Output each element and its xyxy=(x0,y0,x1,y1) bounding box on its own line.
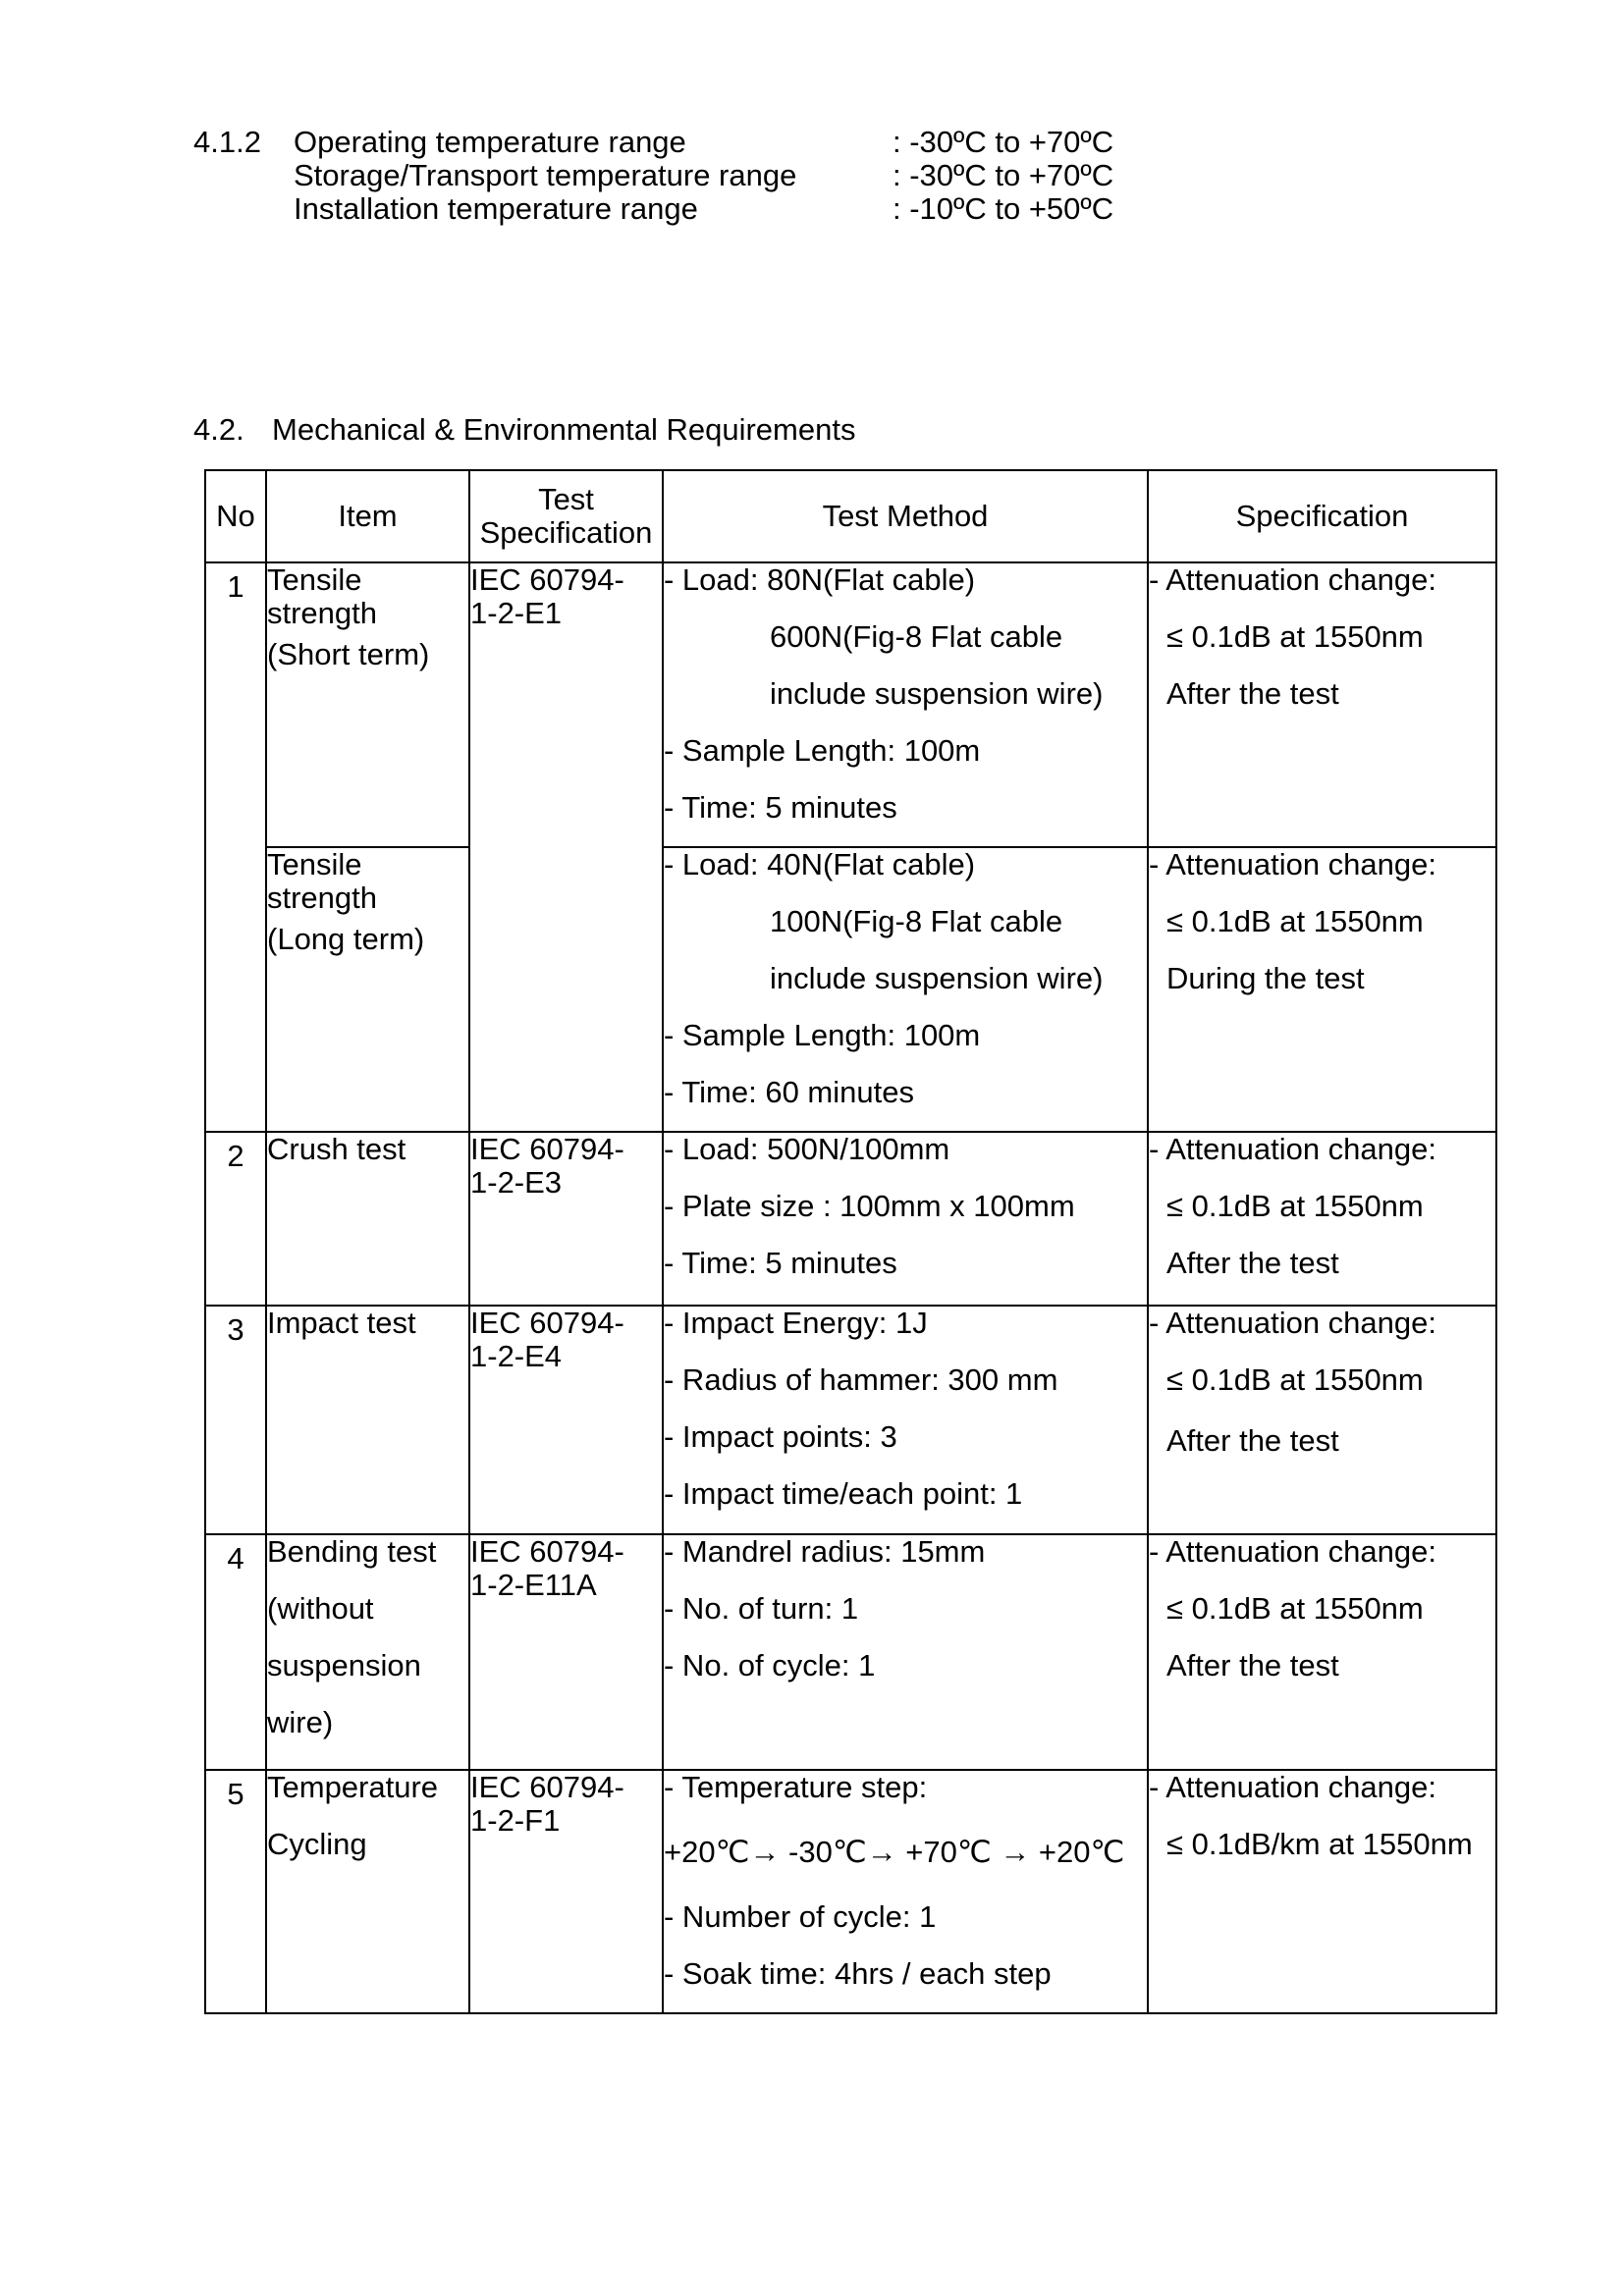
item-line: suspension xyxy=(267,1648,421,1682)
spec-line: After the test xyxy=(1166,676,1339,711)
standard-line: IEC 60794- xyxy=(470,1306,624,1340)
standard-line: 1-2-E11A xyxy=(470,1568,597,1602)
spec-line: After the test xyxy=(1166,1648,1339,1682)
item-cell xyxy=(266,847,469,1132)
method-line: - Load: 40N(Flat cable) xyxy=(664,847,976,881)
table-row xyxy=(205,1770,1496,2013)
standard-line: IEC 60794- xyxy=(470,562,624,597)
method-cell xyxy=(663,1534,1148,1770)
table-row xyxy=(205,562,1496,847)
header-test-spec-line1: Test xyxy=(538,482,594,516)
item-line: Tensile xyxy=(267,847,362,881)
header-test-spec-line2: Specification xyxy=(479,515,653,550)
standard-line: 1-2-E3 xyxy=(470,1165,563,1200)
spec-line: - Attenuation change: xyxy=(1149,1534,1437,1569)
clause-number: 4.1.2 xyxy=(193,125,261,159)
header-no: No xyxy=(205,470,266,562)
header-item: Item xyxy=(266,470,469,562)
table-row xyxy=(205,847,1496,1132)
method-line: - No. of cycle: 1 xyxy=(664,1648,876,1682)
method-line: - Temperature step: xyxy=(664,1770,928,1804)
table-row xyxy=(205,1534,1496,1770)
temp-label: Operating temperature range xyxy=(294,125,686,159)
spec-line: During the test xyxy=(1166,961,1365,995)
table-row xyxy=(205,1306,1496,1534)
method-cell xyxy=(663,1770,1148,2013)
standard-cell xyxy=(469,1534,663,1770)
method-line: 100N(Fig-8 Flat cable xyxy=(770,904,1063,938)
header-test-method: Test Method xyxy=(663,470,1148,562)
method-cell xyxy=(663,847,1148,1132)
header-test-specification xyxy=(469,470,663,562)
temp-value: : -30ºC to +70ºC xyxy=(893,158,1114,192)
method-line: - Soak time: 4hrs / each step xyxy=(664,1956,1052,1991)
method-line: include suspension wire) xyxy=(770,676,1104,711)
item-line: strength xyxy=(267,596,378,630)
spec-line: - Attenuation change: xyxy=(1149,847,1437,881)
method-line: - Impact Energy: 1J xyxy=(664,1306,928,1340)
method-line: - Load: 80N(Flat cable) xyxy=(664,562,976,597)
item-cell xyxy=(266,1770,469,2013)
item-line: Crush test xyxy=(267,1132,406,1166)
temp-value: : -30ºC to +70ºC xyxy=(893,125,1114,159)
temp-label: Storage/Transport temperature range xyxy=(294,158,797,192)
spec-cell xyxy=(1148,847,1496,1132)
item-cell xyxy=(266,1132,469,1306)
method-line: - Impact time/each point: 1 xyxy=(664,1476,1023,1511)
item-line: (Long term) xyxy=(267,922,425,956)
item-line: Bending test xyxy=(267,1534,437,1569)
method-line: - Number of cycle: 1 xyxy=(664,1899,937,1934)
item-line: (Short term) xyxy=(267,637,430,671)
method-line: - Sample Length: 100m xyxy=(664,1018,981,1052)
method-line: - No. of turn: 1 xyxy=(664,1591,859,1626)
standard-cell xyxy=(469,1306,663,1534)
spec-cell xyxy=(1148,1132,1496,1306)
item-line: Cycling xyxy=(267,1827,367,1861)
section-number: 4.2. xyxy=(193,412,244,447)
spec-line: ≤ 0.1dB at 1550nm xyxy=(1166,1189,1424,1223)
method-line: - Impact points: 3 xyxy=(664,1419,897,1454)
spec-cell xyxy=(1148,1306,1496,1534)
method-line: - Plate size : 100mm x 100mm xyxy=(664,1189,1075,1223)
spec-line: After the test xyxy=(1166,1246,1339,1280)
method-line: 600N(Fig-8 Flat cable xyxy=(770,619,1063,654)
table-row xyxy=(205,1132,1496,1306)
spec-line: ≤ 0.1dB at 1550nm xyxy=(1166,619,1424,654)
method-cell xyxy=(663,1306,1148,1534)
row-number: 4 xyxy=(205,1534,266,1770)
standard-cell xyxy=(469,562,663,1132)
standard-line: 1-2-E1 xyxy=(470,596,563,630)
standard-cell xyxy=(469,1770,663,2013)
method-cell xyxy=(663,562,1148,847)
spec-cell xyxy=(1148,1770,1496,2013)
row-number: 2 xyxy=(205,1132,266,1306)
method-cell xyxy=(663,1132,1148,1306)
temp-label: Installation temperature range xyxy=(294,191,698,226)
spec-line: - Attenuation change: xyxy=(1149,1132,1437,1166)
item-cell xyxy=(266,1534,469,1770)
standard-line: 1-2-E4 xyxy=(470,1339,563,1373)
method-line: - Mandrel radius: 15mm xyxy=(664,1534,986,1569)
standard-line: IEC 60794- xyxy=(470,1770,624,1804)
spec-line: - Attenuation change: xyxy=(1149,562,1437,597)
spec-cell xyxy=(1148,562,1496,847)
method-line: - Time: 5 minutes xyxy=(664,790,897,825)
row-number: 1 xyxy=(205,562,266,1132)
item-line: wire) xyxy=(267,1705,334,1739)
table-header-row xyxy=(205,470,1496,562)
method-line: include suspension wire) xyxy=(770,961,1104,995)
standard-line: IEC 60794- xyxy=(470,1132,624,1166)
item-cell xyxy=(266,562,469,847)
item-line: (without xyxy=(267,1591,374,1626)
method-line: - Time: 5 minutes xyxy=(664,1246,897,1280)
standard-line: 1-2-F1 xyxy=(470,1803,561,1838)
spec-line: - Attenuation change: xyxy=(1149,1770,1437,1804)
item-line: Temperature xyxy=(267,1770,439,1804)
standard-cell xyxy=(469,1132,663,1306)
header-specification: Specification xyxy=(1148,470,1496,562)
item-cell xyxy=(266,1306,469,1534)
spec-line: After the test xyxy=(1166,1423,1339,1458)
method-line: - Sample Length: 100m xyxy=(664,733,981,768)
method-line: +20℃→ -30℃→ +70℃ → +20℃ xyxy=(664,1835,1125,1869)
spec-line: ≤ 0.1dB at 1550nm xyxy=(1166,1362,1424,1397)
spec-cell xyxy=(1148,1534,1496,1770)
spec-line: ≤ 0.1dB/km at 1550nm xyxy=(1166,1827,1473,1861)
item-line: strength xyxy=(267,881,378,915)
standard-line: IEC 60794- xyxy=(470,1534,624,1569)
spec-line: ≤ 0.1dB at 1550nm xyxy=(1166,1591,1424,1626)
spec-line: - Attenuation change: xyxy=(1149,1306,1437,1340)
row-number: 5 xyxy=(205,1770,266,2013)
item-line: Impact test xyxy=(267,1306,416,1340)
row-number: 3 xyxy=(205,1306,266,1534)
temp-value: : -10ºC to +50ºC xyxy=(893,191,1114,226)
method-line: - Load: 500N/100mm xyxy=(664,1132,950,1166)
section-title: Mechanical & Environmental Requirements xyxy=(272,412,856,447)
spec-line: ≤ 0.1dB at 1550nm xyxy=(1166,904,1424,938)
method-line: - Radius of hammer: 300 mm xyxy=(664,1362,1058,1397)
method-line: - Time: 60 minutes xyxy=(664,1075,914,1109)
requirements-table xyxy=(204,469,1497,2014)
item-line: Tensile xyxy=(267,562,362,597)
